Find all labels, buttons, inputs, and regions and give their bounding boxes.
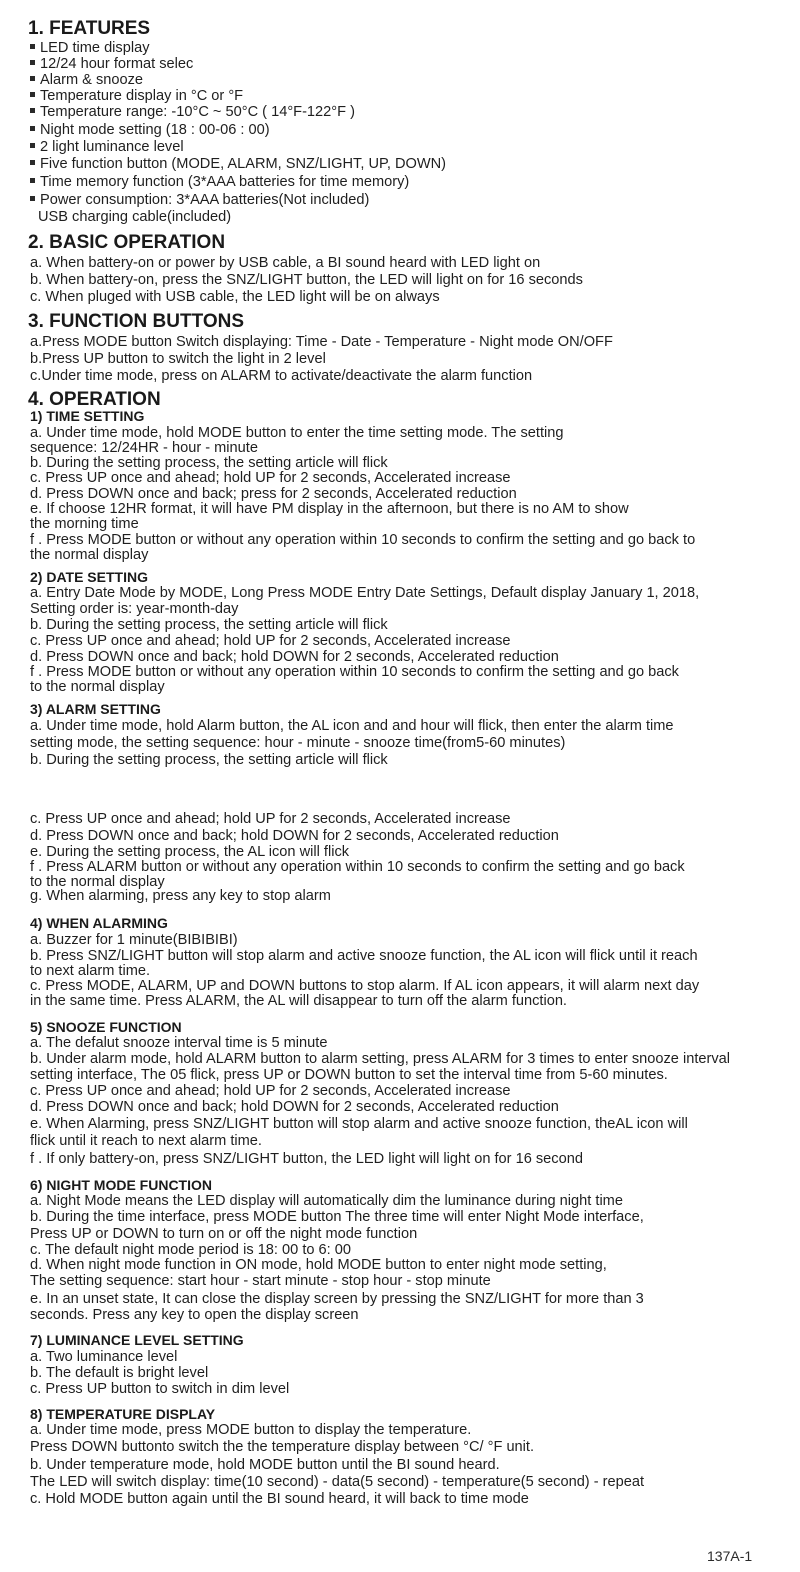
- temperature-line: Press DOWN buttonto switch the the temperature display between °C/ °F unit.: [30, 1439, 535, 1455]
- night-mode-line: d. When night mode function in ON mode, hold MODE button to enter night mode setting,: [30, 1257, 607, 1273]
- bullet-icon: [30, 143, 35, 148]
- when-alarming-line: to next alarm time.: [30, 963, 151, 979]
- bullet-icon: [30, 60, 35, 65]
- function-line: c.Under time mode, press on ALARM to activate/deactivate the alarm function: [30, 368, 533, 384]
- features-item: [30, 156, 446, 172]
- features-item-text: 12/24 hour format selec: [40, 56, 194, 72]
- time-setting-heading: 1) TIME SETTING: [30, 408, 145, 424]
- basic-operation-heading: 2. BASIC OPERATION: [28, 232, 226, 253]
- time-setting-line: d. Press DOWN once and back; press for 2 seconds, Accelerated reduction: [30, 486, 517, 502]
- features-item: [30, 72, 143, 88]
- time-setting-line: a. Under time mode, hold MODE button to enter the time setting mode. The setting: [30, 425, 564, 441]
- snooze-line: e. When Alarming, press SNZ/LIGHT button will stop alarm and active snooze function, theAL icon will: [30, 1116, 688, 1132]
- alarm-setting-line: a. Under time mode, hold Alarm button, the AL icon and and hour will flick, then enter the alarm time: [30, 718, 674, 734]
- bullet-icon: [30, 44, 35, 49]
- features-item-text: LED time display: [40, 40, 150, 56]
- temperature-heading: 8) TEMPERATURE DISPLAY: [30, 1406, 216, 1422]
- date-setting-line: b. During the setting process, the setting article will flick: [30, 617, 388, 633]
- features-item-text: Alarm & snooze: [40, 72, 144, 88]
- bullet-icon: [30, 196, 35, 201]
- features-heading: 1. FEATURES: [28, 18, 151, 39]
- alarm-setting-line: e. During the setting process, the AL icon will flick: [30, 844, 350, 860]
- operation-heading: 4. OPERATION: [28, 389, 161, 410]
- date-setting-heading: 2) DATE SETTING: [30, 569, 148, 585]
- snooze-line: b. Under alarm mode, hold ALARM button to alarm setting, press ALARM for 3 times to enter snooze interval: [30, 1051, 731, 1067]
- features-item: [30, 192, 369, 208]
- features-item-text: 2 light luminance level: [40, 139, 184, 155]
- snooze-line: d. Press DOWN once and back; hold DOWN for 2 seconds, Accelerated reduction: [30, 1099, 559, 1115]
- features-item-text: Temperature range: -10°C ~ 50°C ( 14°F-122°F ): [40, 104, 355, 120]
- temperature-line: The LED will switch display: time(10 second) - data(5 second) - temperature(5 second) - repeat: [30, 1474, 645, 1490]
- time-setting-line: the normal display: [30, 547, 149, 563]
- when-alarming-line: c. Press MODE, ALARM, UP and DOWN buttons to stop alarm. If AL icon appears, it will alarm next day: [30, 978, 700, 994]
- basic-line: b. When battery-on, press the SNZ/LIGHT button, the LED will light on for 16 seconds: [30, 272, 583, 288]
- night-mode-line: b. During the time interface, press MODE button The three time will enter Night Mode interface,: [30, 1209, 644, 1225]
- features-item: [30, 139, 184, 155]
- basic-line: c. When pluged with USB cable, the LED light will be on always: [30, 289, 440, 305]
- alarm-setting-line: f . Press ALARM button or without any operation within 10 seconds to confirm the setting and go back: [30, 859, 685, 875]
- when-alarming-line: in the same time. Press ALARM, the AL will disappear to turn off the alarm function.: [30, 993, 567, 1009]
- features-extra: USB charging cable(included): [38, 209, 232, 225]
- function-line: b.Press UP button to switch the light in 2 level: [30, 351, 326, 367]
- snooze-line: flick until it reach to next alarm time.: [30, 1133, 262, 1149]
- features-item: [30, 122, 270, 138]
- bullet-icon: [30, 160, 35, 165]
- alarm-setting-heading: 3) ALARM SETTING: [30, 701, 161, 717]
- luminance-line: c. Press UP button to switch in dim level: [30, 1381, 290, 1397]
- alarm-setting-line: d. Press DOWN once and back; hold DOWN for 2 seconds, Accelerated reduction: [30, 828, 559, 844]
- bullet-icon: [30, 108, 35, 113]
- time-setting-line: sequence: 12/24HR - hour - minute: [30, 440, 258, 456]
- date-setting-line: to the normal display: [30, 679, 165, 695]
- features-item: [30, 40, 150, 56]
- snooze-line: f . If only battery-on, press SNZ/LIGHT button, the LED light will light on for 16 second: [30, 1151, 583, 1167]
- date-setting-line: d. Press DOWN once and back; hold DOWN for 2 seconds, Accelerated reduction: [30, 649, 559, 665]
- temperature-line: c. Hold MODE button again until the BI sound heard, it will back to time mode: [30, 1491, 529, 1507]
- date-setting-line: Setting order is: year-month-day: [30, 601, 239, 617]
- snooze-line: setting interface, The 05 flick, press UP or DOWN button to set the interval time from 5-60 minutes.: [30, 1067, 668, 1083]
- function-buttons-heading: 3. FUNCTION BUTTONS: [28, 311, 245, 332]
- bullet-icon: [30, 76, 35, 81]
- snooze-function-heading: 5) SNOOZE FUNCTION: [30, 1019, 182, 1035]
- page-number: 137A-1: [707, 1548, 753, 1564]
- snooze-line: c. Press UP once and ahead; hold UP for 2 seconds, Accelerated increase: [30, 1083, 511, 1099]
- night-mode-line: c. The default night mode period is 18: 00 to 6: 00: [30, 1242, 352, 1258]
- features-item: [30, 88, 243, 104]
- night-mode-heading: 6) NIGHT MODE FUNCTION: [30, 1177, 212, 1193]
- temperature-line: a. Under time mode, press MODE button to display the temperature.: [30, 1422, 472, 1438]
- bullet-icon: [30, 126, 35, 131]
- bullet-icon: [30, 178, 35, 183]
- features-item-text: Night mode setting (18 : 00-06 : 00): [40, 122, 270, 138]
- alarm-setting-line: setting mode, the setting sequence: hour - minute - snooze time(from5-60 minutes): [30, 735, 566, 751]
- date-setting-line: c. Press UP once and ahead; hold UP for 2 seconds, Accelerated increase: [30, 633, 511, 649]
- features-item-text: Five function button (MODE, ALARM, SNZ/LIGHT, UP, DOWN): [40, 156, 447, 172]
- alarm-setting-line: c. Press UP once and ahead; hold UP for 2 seconds, Accelerated increase: [30, 811, 511, 827]
- features-item-text: Temperature display in °C or °F: [40, 88, 244, 104]
- date-setting-line: a. Entry Date Mode by MODE, Long Press MODE Entry Date Settings, Default display January 1, 2018,: [30, 585, 700, 601]
- night-mode-line: The setting sequence: start hour - start minute - stop hour - stop minute: [30, 1273, 491, 1289]
- when-alarming-line: b. Press SNZ/LIGHT button will stop alarm and active snooze function, the AL icon will flick until it reach: [30, 948, 698, 964]
- luminance-line: b. The default is bright level: [30, 1365, 209, 1381]
- temperature-line: b. Under temperature mode, hold MODE button until the BI sound heard.: [30, 1457, 500, 1473]
- night-mode-line: a. Night Mode means the LED display will automatically dim the luminance during night time: [30, 1193, 623, 1209]
- time-setting-line: e. If choose 12HR format, it will have PM display in the afternoon, but there is no AM to show: [30, 501, 629, 517]
- luminance-line: a. Two luminance level: [30, 1349, 178, 1365]
- alarm-setting-line: to the normal display: [30, 874, 165, 890]
- basic-line: a. When battery-on or power by USB cable, a BI sound heard with LED light on: [30, 255, 541, 271]
- alarm-setting-line: b. During the setting process, the setting article will flick: [30, 752, 388, 768]
- features-item: [30, 56, 193, 72]
- snooze-line: a. The defalut snooze interval time is 5 minute: [30, 1035, 328, 1051]
- night-mode-line: seconds. Press any key to open the display screen: [30, 1307, 359, 1323]
- night-mode-line: e. In an unset state, It can close the display screen by pressing the SNZ/LIGHT for more than 3: [30, 1291, 644, 1307]
- time-setting-line: f . Press MODE button or without any operation within 10 seconds to confirm the setting and go back to: [30, 532, 696, 548]
- date-setting-line: f . Press MODE button or without any operation within 10 seconds to confirm the setting and go back: [30, 664, 679, 680]
- features-item: [30, 104, 355, 120]
- features-item: [30, 174, 409, 190]
- features-item-text: Time memory function (3*AAA batteries for time memory): [40, 174, 410, 190]
- alarm-setting-line: g. When alarming, press any key to stop alarm: [30, 888, 331, 904]
- when-alarming-heading: 4) WHEN ALARMING: [30, 915, 168, 931]
- time-setting-line: c. Press UP once and ahead; hold UP for 2 seconds, Accelerated increase: [30, 470, 511, 486]
- time-setting-line: the morning time: [30, 516, 139, 532]
- luminance-heading: 7) LUMINANCE LEVEL SETTING: [30, 1332, 244, 1348]
- when-alarming-line: a. Buzzer for 1 minute(BIBIBIBI): [30, 932, 238, 948]
- night-mode-line: Press UP or DOWN to turn on or off the night mode function: [30, 1226, 418, 1242]
- function-line: a.Press MODE button Switch displaying: Time - Date - Temperature - Night mode ON/OFF: [30, 334, 613, 350]
- features-item-text: Power consumption: 3*AAA batteries(Not included): [40, 192, 370, 208]
- bullet-icon: [30, 92, 35, 97]
- time-setting-line: b. During the setting process, the setting article will flick: [30, 455, 388, 471]
